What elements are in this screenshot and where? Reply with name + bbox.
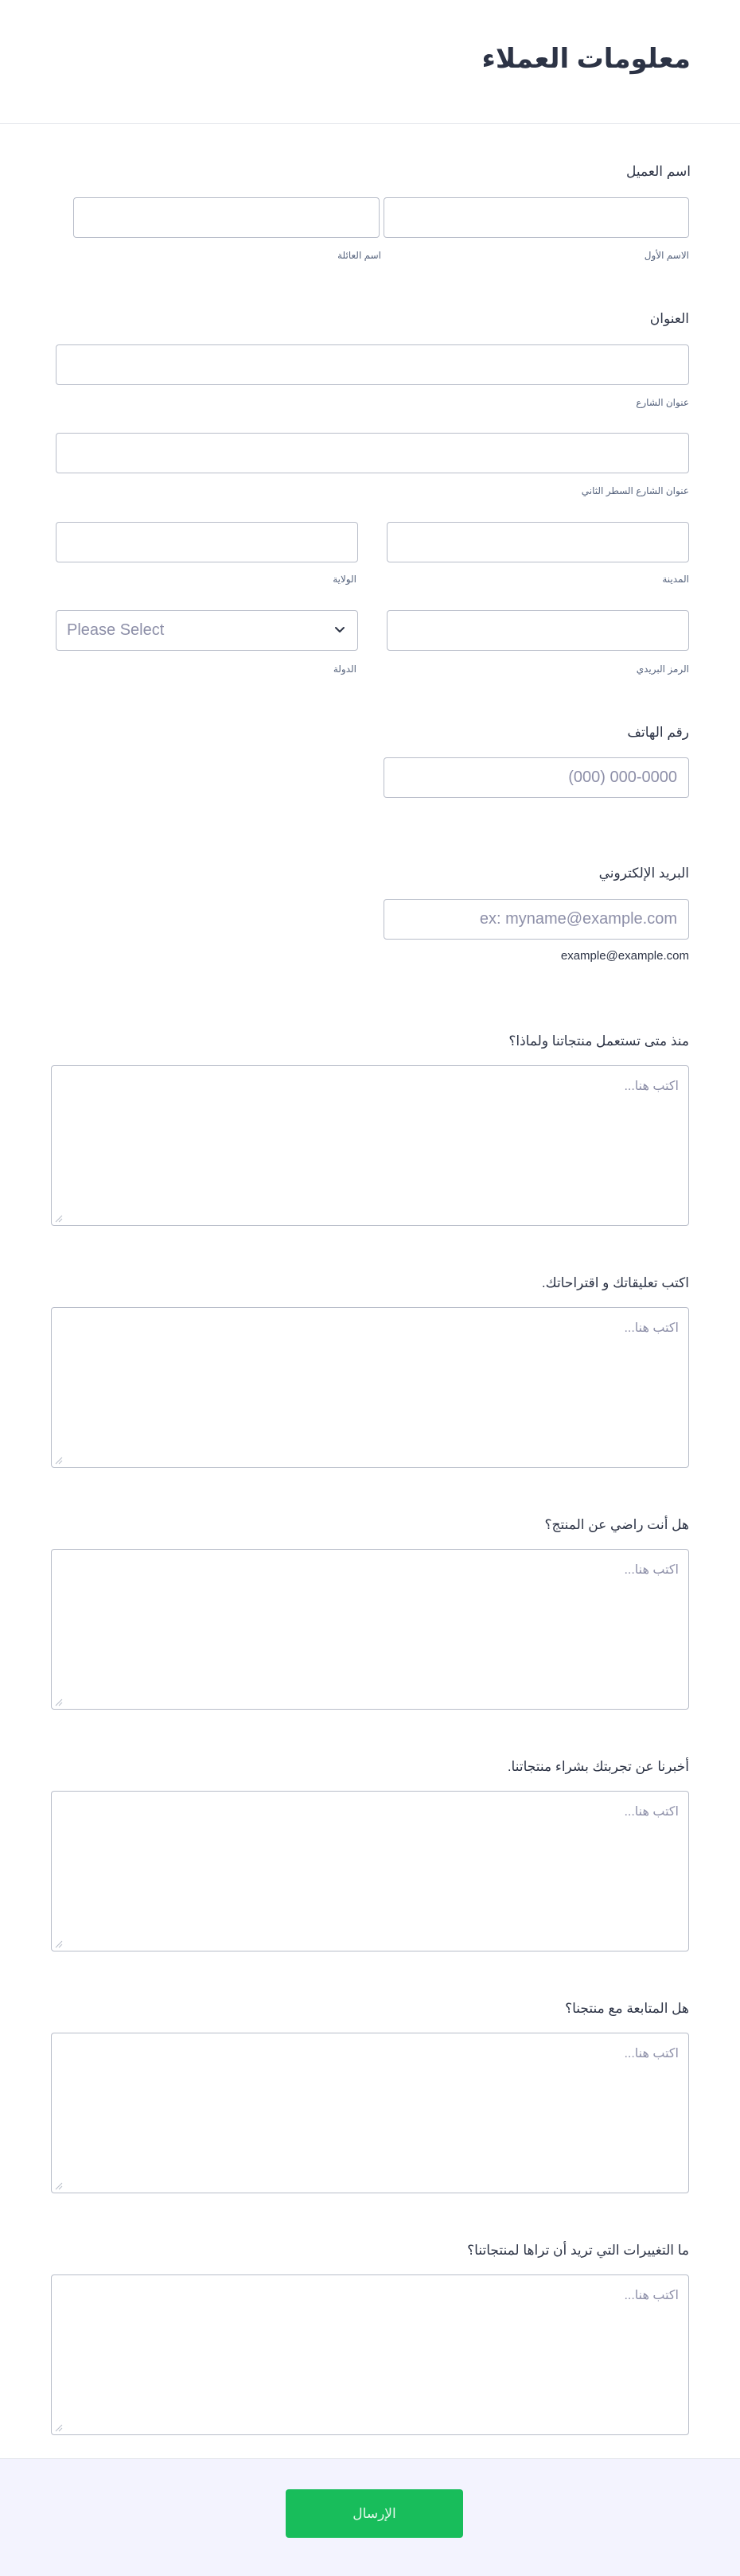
city-input[interactable] (387, 522, 689, 562)
phone-label: رقم الهاتف (627, 725, 689, 740)
form-footer (0, 2458, 740, 2576)
textarea-placeholder: اكتب هنا... (624, 1805, 679, 1819)
question-label: ما التغييرات التي تريد أن تراها لمنتجاتنا؟ (467, 2243, 689, 2258)
email-hint: example@example.com (560, 949, 689, 963)
country-sublabel: الدولة (333, 663, 356, 675)
form-header (0, 0, 740, 124)
resize-handle-icon[interactable] (55, 1215, 63, 1223)
submit-button[interactable]: الإرسال (286, 2489, 463, 2538)
street-address-sublabel: عنوان الشارع (636, 397, 689, 408)
email-input[interactable] (384, 899, 689, 940)
state-input[interactable] (56, 522, 358, 562)
resize-handle-icon[interactable] (55, 1457, 63, 1465)
page-title: معلومات العملاء (481, 44, 691, 74)
question-textarea[interactable] (51, 1307, 689, 1468)
question-textarea[interactable] (51, 1065, 689, 1226)
street-address-input[interactable] (56, 344, 689, 385)
state-sublabel: الولاية (333, 574, 356, 585)
question-label: هل أنت راضي عن المنتج؟ (544, 1517, 689, 1532)
textarea-placeholder: اكتب هنا... (624, 1563, 679, 1577)
question-label: منذ متى تستعمل منتجاتنا ولماذا؟ (508, 1033, 689, 1049)
first-name-input[interactable] (384, 197, 689, 238)
resize-handle-icon[interactable] (55, 2424, 63, 2432)
question-textarea[interactable] (51, 2274, 689, 2435)
textarea-placeholder: اكتب هنا... (624, 2289, 679, 2302)
email-label: البريد الإلكتروني (598, 866, 689, 881)
question-label: هل المتابعة مع منتجنا؟ (565, 2001, 689, 2016)
last-name-sublabel: اسم العائلة (337, 250, 381, 261)
resize-handle-icon[interactable] (55, 2182, 63, 2190)
country-select-value: Please Select (67, 621, 165, 639)
resize-handle-icon[interactable] (55, 1940, 63, 1948)
question-textarea[interactable] (51, 1791, 689, 1951)
question-label: أخبرنا عن تجربتك بشراء منتجاتنا. (507, 1759, 689, 1774)
question-label: اكتب تعليقاتك و اقتراحاتك. (541, 1275, 689, 1290)
chevron-down-icon (332, 622, 348, 638)
zip-input[interactable] (387, 610, 689, 651)
textarea-placeholder: اكتب هنا... (624, 2047, 679, 2060)
phone-input[interactable] (384, 757, 689, 798)
last-name-input[interactable] (73, 197, 380, 238)
street-address-line2-sublabel: عنوان الشارع السطر الثاني (581, 485, 689, 496)
street-address-line2-input[interactable] (56, 433, 689, 473)
city-sublabel: المدينة (662, 574, 689, 585)
country-select[interactable] (56, 610, 358, 651)
zip-sublabel: الرمز البريدي (636, 663, 689, 675)
textarea-placeholder: اكتب هنا... (624, 1080, 679, 1093)
address-label: العنوان (649, 311, 689, 326)
first-name-sublabel: الاسم الأول (644, 250, 689, 261)
name-label: اسم العميل (626, 164, 691, 179)
textarea-placeholder: اكتب هنا... (624, 1321, 679, 1335)
resize-handle-icon[interactable] (55, 1699, 63, 1706)
question-textarea[interactable] (51, 2033, 689, 2193)
question-textarea[interactable] (51, 1549, 689, 1710)
